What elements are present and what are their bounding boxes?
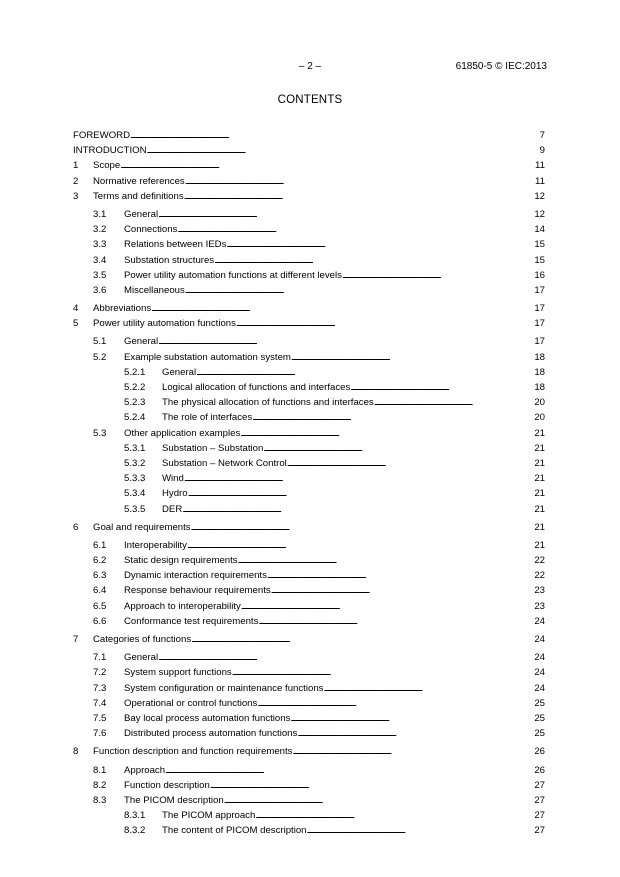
toc-entry[interactable] <box>73 222 545 237</box>
toc-entry-page: 14 <box>534 224 545 236</box>
toc-entry-page: 24 <box>534 634 545 645</box>
toc-entry-title: Wind <box>162 473 184 485</box>
toc-entry-title: Approach <box>124 764 166 776</box>
toc-entry-number: 8.3.2 <box>124 825 146 837</box>
toc-entry-title: Hydro <box>162 488 188 500</box>
dot-leader <box>258 614 533 629</box>
toc-entry-number: 3.6 <box>93 284 107 296</box>
toc-entry-line <box>124 696 545 711</box>
toc-entry-line <box>162 410 545 425</box>
toc-entry-number: 6 <box>73 521 79 533</box>
toc-entry[interactable] <box>73 614 545 629</box>
toc-entry-line <box>162 823 545 838</box>
dot-leader <box>374 395 534 410</box>
dot-leader <box>130 128 539 143</box>
toc-entry[interactable] <box>73 711 545 726</box>
toc-entry-page: 18 <box>534 351 545 363</box>
toc-entry-line <box>124 711 545 726</box>
dot-leader <box>184 471 533 486</box>
toc-entry-title: Substation structures <box>124 254 215 266</box>
toc-entry[interactable] <box>73 456 545 471</box>
toc-entry[interactable] <box>73 128 545 143</box>
toc-entry[interactable] <box>73 380 545 395</box>
toc-entry-line <box>124 222 545 237</box>
toc-entry-line <box>93 520 545 535</box>
toc-entry[interactable] <box>73 808 545 823</box>
toc-entry[interactable] <box>73 237 545 252</box>
dot-leader <box>158 207 533 222</box>
toc-entry-line <box>124 268 545 283</box>
toc-entry[interactable] <box>73 350 545 365</box>
toc-entry-number: 3.3 <box>93 239 107 251</box>
toc-entry-title: The PICOM description <box>124 794 224 806</box>
toc-entry-number: 4 <box>73 303 79 315</box>
toc-entry-line <box>124 426 545 441</box>
toc-entry-line <box>162 395 545 410</box>
toc-entry-title: Abbreviations <box>93 303 152 315</box>
toc-entry-number: 5.2.2 <box>124 382 146 393</box>
dot-leader <box>191 520 534 535</box>
toc-entry-title: Approach to interoperability <box>124 600 241 612</box>
toc-entry-page: 24 <box>534 682 545 694</box>
toc-entry[interactable] <box>73 778 545 793</box>
dot-leader <box>226 237 533 252</box>
toc-entry-line <box>124 614 545 629</box>
dot-leader <box>255 808 533 823</box>
toc-entry-title: FOREWORD <box>73 130 131 141</box>
toc-entry-title: The physical allocation of functions and interfaces <box>162 397 374 409</box>
toc-entry-number: 5.3 <box>93 427 107 439</box>
toc-entry-line <box>162 380 545 395</box>
page-title: CONTENTS <box>277 94 343 106</box>
dot-leader <box>267 568 533 583</box>
dot-leader <box>232 665 534 680</box>
toc-entry[interactable] <box>73 763 545 778</box>
toc-entry-page: 21 <box>534 539 545 551</box>
toc-entry-line <box>124 568 545 583</box>
dot-leader <box>236 316 533 331</box>
toc-entry-page: 27 <box>534 779 545 791</box>
toc-entry-title: Goal and requirements <box>93 521 191 533</box>
toc-entry-number: 7.3 <box>93 682 107 694</box>
toc-entry-line <box>124 763 545 778</box>
toc-entry[interactable] <box>73 334 545 349</box>
toc-entry-line <box>93 174 545 189</box>
toc-entry-title: General <box>162 366 197 378</box>
toc-entry-page: 21 <box>534 488 545 500</box>
toc-entry-title: Other application examples <box>124 427 241 439</box>
toc-entry-page: 22 <box>534 555 545 567</box>
toc-entry-line <box>124 778 545 793</box>
toc-entry-page: 23 <box>534 600 545 612</box>
dot-leader <box>257 696 533 711</box>
toc-entry-number: 8.3.1 <box>124 810 146 822</box>
dot-leader <box>120 158 534 173</box>
toc-entry-page: 18 <box>534 366 545 378</box>
toc-entry-page: 21 <box>534 427 545 439</box>
toc-entry-line <box>124 583 545 598</box>
dot-leader <box>187 538 533 553</box>
toc-entry-line <box>73 128 545 143</box>
toc-entry-number: 6.6 <box>93 615 107 627</box>
toc-entry-title: Static design requirements <box>124 555 238 567</box>
toc-entry-number: 5.3.4 <box>124 488 146 500</box>
toc-entry-number: 7.2 <box>93 667 107 679</box>
toc-entry-title: Function description <box>124 779 210 791</box>
toc-entry-page: 18 <box>534 382 545 393</box>
dot-leader <box>323 681 533 696</box>
toc-entry-page: 17 <box>534 336 545 348</box>
toc-entry[interactable] <box>73 207 545 222</box>
toc-entry-line <box>162 486 545 501</box>
toc-entry-line <box>93 189 545 204</box>
toc-entry-number: 8.3 <box>93 794 107 806</box>
standard-reference: 61850-5 © IEC:2013 <box>455 61 547 72</box>
toc-entry-line <box>162 808 545 823</box>
toc-entry-title: Operational or control functions <box>124 697 258 709</box>
toc-entry-number: 6.2 <box>93 555 107 567</box>
toc-entry-page: 21 <box>534 521 545 533</box>
toc-entry-line <box>124 538 545 553</box>
dot-leader <box>158 334 533 349</box>
toc-entry-line <box>93 301 545 316</box>
toc-entry-line <box>93 744 545 759</box>
toc-entry-title: Interoperability <box>124 539 187 551</box>
toc-entry-line <box>162 365 545 380</box>
toc-entry[interactable] <box>73 823 545 838</box>
toc-entry-number: 5.2.1 <box>124 366 146 378</box>
toc-entry-line <box>162 441 545 456</box>
toc-entry-number: 6.1 <box>93 539 107 551</box>
toc-entry-number: 5.2.3 <box>124 397 146 409</box>
toc-entry-page: 21 <box>534 473 545 485</box>
toc-entry[interactable] <box>73 143 545 158</box>
toc-entry-line <box>162 502 545 517</box>
toc-entry-title: Response behaviour requirements <box>124 585 271 597</box>
dot-leader <box>290 711 533 726</box>
toc-entry-title: INTRODUCTION <box>73 145 147 157</box>
dot-leader <box>241 599 534 614</box>
toc-entry[interactable] <box>73 395 545 410</box>
toc-entry[interactable] <box>73 793 545 808</box>
toc-entry-page: 22 <box>534 570 545 582</box>
dot-leader <box>263 441 533 456</box>
dot-leader <box>307 823 534 838</box>
toc-entry-page: 21 <box>534 503 545 515</box>
dot-leader <box>271 583 534 598</box>
toc-entry-number: 6.5 <box>93 600 107 612</box>
toc-entry-title: Conformance test requirements <box>124 615 259 627</box>
toc-entry-title: System configuration or maintenance functions <box>124 682 324 694</box>
toc-entry-line <box>124 681 545 696</box>
toc-entry[interactable] <box>73 486 545 501</box>
dot-leader <box>196 365 533 380</box>
toc-entry-page: 15 <box>534 239 545 251</box>
toc-entry-line <box>93 316 545 331</box>
dot-leader <box>238 553 534 568</box>
toc-entry-title: Distributed process automation functions <box>124 728 298 740</box>
toc-entry-line <box>162 456 545 471</box>
toc-entry-page: 27 <box>534 810 545 822</box>
toc-entry-title: Categories of functions <box>93 634 192 645</box>
toc-entry[interactable] <box>73 283 545 298</box>
toc-entry-number: 5.2 <box>93 351 107 363</box>
dot-leader <box>184 189 534 204</box>
toc-entry[interactable] <box>73 665 545 680</box>
toc-entry-title: DER <box>162 503 183 515</box>
toc-entry-number: 6.3 <box>93 570 107 582</box>
toc-entry-page: 21 <box>534 442 545 454</box>
toc-entry[interactable] <box>73 158 545 173</box>
toc-entry-title: Substation – Substation <box>162 442 264 454</box>
toc-entry-title: General <box>124 336 159 348</box>
toc-entry-title: General <box>124 652 159 664</box>
toc-entry-title: Function description and function requirements <box>93 746 293 758</box>
dot-leader <box>297 726 533 741</box>
toc-entry-page: 12 <box>534 208 545 220</box>
dot-leader <box>292 744 533 759</box>
toc-entry-page: 26 <box>534 746 545 758</box>
toc-entry-number: 1 <box>73 160 79 172</box>
toc-entry[interactable] <box>73 301 545 316</box>
toc-entry-page: 17 <box>534 303 545 315</box>
toc-entry-page: 24 <box>534 667 545 679</box>
toc-entry[interactable] <box>73 553 545 568</box>
toc-entry-number: 5.1 <box>93 336 107 348</box>
toc-entry-page: 24 <box>534 615 545 627</box>
toc-entry-number: 5.3.1 <box>124 442 146 454</box>
toc-entry[interactable] <box>73 520 545 535</box>
toc-entry-page: 12 <box>534 190 545 202</box>
toc-entry[interactable] <box>73 650 545 665</box>
toc-entry-page: 26 <box>534 764 545 776</box>
toc-entry[interactable] <box>73 681 545 696</box>
toc-entry-number: 7.1 <box>93 652 107 664</box>
toc-entry-number: 7.4 <box>93 697 107 709</box>
toc-entry-page: 20 <box>534 412 545 424</box>
toc-entry-title: The content of PICOM description <box>162 825 307 837</box>
toc-entry-title: Substation – Network Control <box>162 457 287 469</box>
toc-entry-number: 7 <box>73 634 79 645</box>
toc-entry-number: 5.3.3 <box>124 473 146 485</box>
toc-entry-number: 8 <box>73 746 79 758</box>
toc-entry-page: 15 <box>534 254 545 266</box>
toc-entry[interactable] <box>73 568 545 583</box>
toc-entry-page: 17 <box>534 318 545 330</box>
toc-entry-page: 25 <box>534 728 545 740</box>
dot-leader <box>252 410 533 425</box>
toc-entry-title: Dynamic interaction requirements <box>124 570 267 582</box>
toc-entry[interactable] <box>73 189 545 204</box>
toc-entry-number: 5.3.5 <box>124 503 146 515</box>
toc-entry-line <box>93 632 545 647</box>
toc-entry-number: 7.5 <box>93 712 107 724</box>
toc-entry-line <box>124 237 545 252</box>
toc-entry-number: 2 <box>73 175 79 187</box>
toc-entry-title: General <box>124 208 159 220</box>
toc-entry-number: 3.4 <box>93 254 107 266</box>
toc-entry-title: Scope <box>93 160 121 172</box>
toc-entry-title: Bay local process automation functions <box>124 712 291 724</box>
toc-entry-line <box>162 471 545 486</box>
toc-entry-page: 25 <box>534 712 545 724</box>
toc-entry[interactable] <box>73 502 545 517</box>
toc-entry-line <box>124 650 545 665</box>
toc-entry-line <box>124 334 545 349</box>
toc-entry[interactable] <box>73 744 545 759</box>
toc-entry[interactable] <box>73 174 545 189</box>
toc-entry[interactable] <box>73 599 545 614</box>
dot-leader <box>185 283 534 298</box>
dot-leader <box>188 486 534 501</box>
toc-entry-line <box>124 599 545 614</box>
toc-entry-page: 27 <box>534 825 545 837</box>
toc-entry[interactable] <box>73 538 545 553</box>
toc-entry[interactable] <box>73 726 545 741</box>
dot-leader <box>147 143 539 158</box>
toc-entry[interactable] <box>73 365 545 380</box>
toc-entry[interactable] <box>73 696 545 711</box>
toc-entry[interactable] <box>73 426 545 441</box>
toc-entry-line <box>124 253 545 268</box>
toc-entry[interactable] <box>73 268 545 283</box>
dot-leader <box>158 650 533 665</box>
dot-leader <box>210 778 533 793</box>
toc-entry[interactable] <box>73 410 545 425</box>
toc-entry-number: 3.5 <box>93 269 107 281</box>
toc-entry[interactable] <box>73 253 545 268</box>
toc-entry-page: 17 <box>534 284 545 296</box>
toc-entry-number: 3 <box>73 190 79 202</box>
dot-leader <box>185 174 534 189</box>
toc-entry-page: 9 <box>539 145 545 157</box>
toc-entry-title: Connections <box>124 224 178 236</box>
toc-entry-number: 3.2 <box>93 224 107 236</box>
toc-entry-number: 8.2 <box>93 779 107 791</box>
toc-entry-line <box>124 553 545 568</box>
toc-entry[interactable] <box>73 583 545 598</box>
toc-entry-page: 23 <box>534 585 545 597</box>
toc-entry-page: 16 <box>534 269 545 281</box>
dot-leader <box>165 763 533 778</box>
toc-entry-page: 11 <box>535 175 545 187</box>
toc-entry[interactable] <box>73 471 545 486</box>
toc-entry-page: 24 <box>534 652 545 664</box>
toc-entry-line <box>124 283 545 298</box>
table-of-contents <box>73 128 545 838</box>
toc-entry[interactable] <box>73 316 545 331</box>
dot-leader <box>182 502 533 517</box>
toc-entry-page: 20 <box>534 397 545 409</box>
dot-leader <box>214 253 533 268</box>
dot-leader <box>291 350 533 365</box>
toc-entry-title: System support functions <box>124 667 232 679</box>
toc-entry-line <box>73 143 545 158</box>
toc-entry-title: The role of interfaces <box>162 412 253 424</box>
toc-entry-line <box>124 793 545 808</box>
toc-entry-title: Miscellaneous <box>124 284 185 296</box>
toc-entry-title: Power utility automation functions <box>93 318 236 330</box>
toc-entry-line <box>124 207 545 222</box>
toc-entry-title: Logical allocation of functions and interfaces <box>162 382 351 393</box>
dot-leader <box>240 426 533 441</box>
toc-entry-number: 5 <box>73 318 79 330</box>
toc-entry-page: 27 <box>534 794 545 806</box>
dot-leader <box>151 301 533 316</box>
toc-entry-number: 5.2.4 <box>124 412 146 424</box>
toc-entry-page: 7 <box>539 130 545 141</box>
toc-entry-number: 8.1 <box>93 764 107 776</box>
toc-entry-page: 25 <box>534 697 545 709</box>
dot-leader <box>224 793 534 808</box>
toc-entry[interactable] <box>73 441 545 456</box>
dot-leader <box>342 268 533 283</box>
toc-entry[interactable] <box>73 632 545 647</box>
toc-entry-number: 7.6 <box>93 728 107 740</box>
toc-entry-page: 21 <box>534 457 545 469</box>
toc-entry-title: Power utility automation functions at different levels <box>124 269 342 281</box>
dot-leader <box>287 456 534 471</box>
toc-entry-line <box>124 665 545 680</box>
toc-entry-line <box>93 158 545 173</box>
toc-entry-line <box>124 350 545 365</box>
toc-entry-title: Terms and definitions <box>93 190 184 202</box>
toc-entry-title: The PICOM approach <box>162 810 256 822</box>
toc-entry-number: 5.3.2 <box>124 457 146 469</box>
dot-leader <box>177 222 533 237</box>
toc-entry-title: Normative references <box>93 175 185 187</box>
toc-entry-title: Example substation automation system <box>124 351 291 363</box>
toc-entry-line <box>124 726 545 741</box>
page-number: – 2 – <box>298 61 322 72</box>
toc-entry-page: 11 <box>535 160 545 172</box>
toc-entry-number: 6.4 <box>93 585 107 597</box>
toc-entry-title: Relations between IEDs <box>124 239 227 251</box>
dot-leader <box>350 380 533 395</box>
toc-entry-number: 3.1 <box>93 208 107 220</box>
dot-leader <box>191 632 533 647</box>
